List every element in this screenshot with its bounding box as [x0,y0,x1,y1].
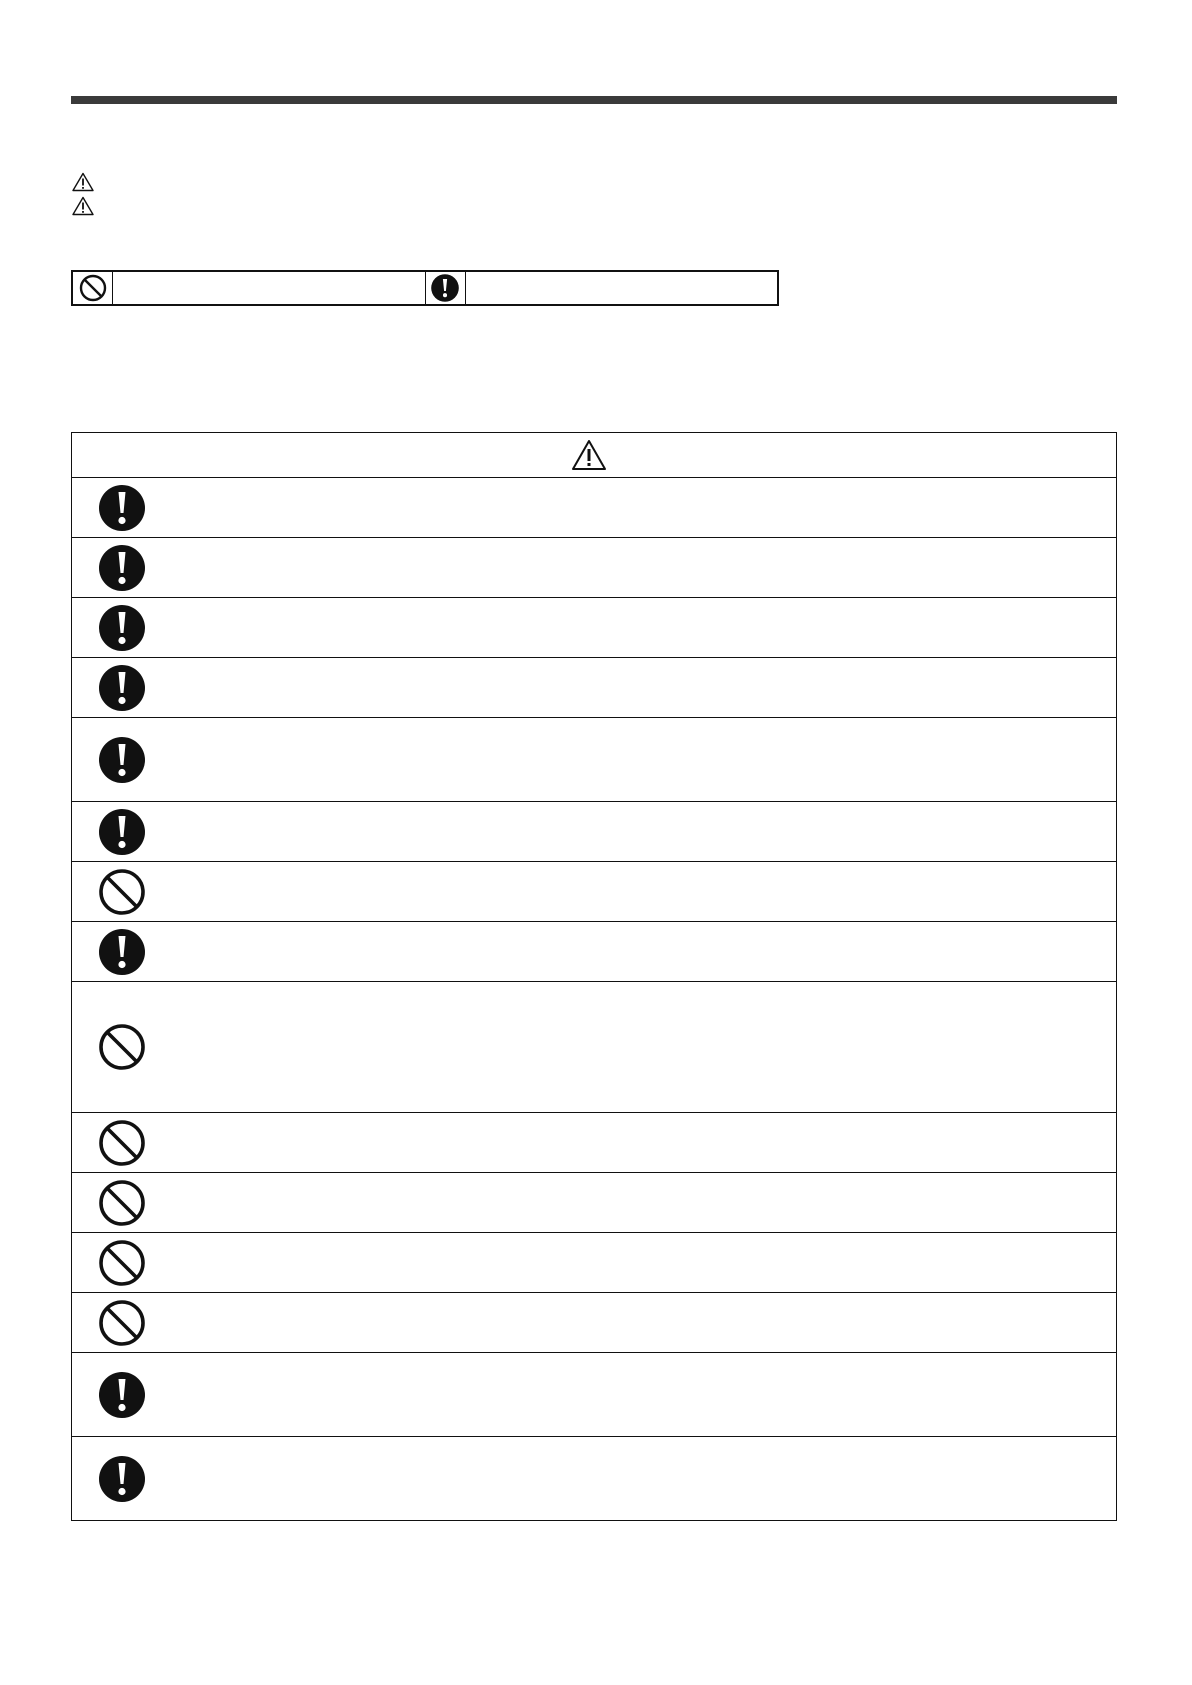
caution-row-text [172,1389,1116,1401]
prohibition-icon [97,1298,147,1348]
caution-row-icon-cell [72,867,172,917]
symbol-legend [71,270,779,306]
caution-row-icon-cell [72,927,172,977]
legend-icon-cell [73,272,113,304]
caution-row [72,1437,1116,1520]
legend-text [466,272,778,304]
caution-row-text [172,562,1116,574]
caution-table [71,432,1117,1521]
caution-row [72,1293,1116,1353]
prohibition-icon [97,1022,147,1072]
caution-row [72,1353,1116,1437]
caution-row [72,802,1116,862]
mandatory-action-icon [430,273,460,303]
prohibition-icon [97,1178,147,1228]
caution-row [72,598,1116,658]
caution-row-icon-cell [72,1022,172,1072]
caution-row [72,982,1116,1113]
caution-row [72,1173,1116,1233]
prohibition-icon [97,1118,147,1168]
warning-triangle-icon [72,196,94,216]
mandatory-action-icon [97,603,147,653]
caution-row-icon-cell [72,603,172,653]
caution-row-icon-cell [72,1238,172,1288]
caution-row-text [172,1137,1116,1149]
mandatory-action-icon [97,735,147,785]
caution-row-text [172,1317,1116,1329]
caution-row [72,658,1116,718]
caution-row-icon-cell [72,1370,172,1420]
caution-row-text [172,1257,1116,1269]
caution-row-text [172,886,1116,898]
mandatory-action-icon [97,807,147,857]
caution-row-text [172,946,1116,958]
mandatory-action-icon [97,663,147,713]
caution-row-icon-cell [72,1298,172,1348]
caution-row-icon-cell [72,1454,172,1504]
warning-triangle-icon [571,439,607,471]
legend-icon-cell [426,272,466,304]
legend-text [113,272,426,304]
mandatory-action-icon [97,1454,147,1504]
caution-row-text [172,1197,1116,1209]
caution-row-icon-cell [72,807,172,857]
caution-row-text [172,1041,1116,1053]
alert-line-2 [72,196,972,216]
caution-row-icon-cell [72,735,172,785]
alert-line-1 [72,172,972,192]
caution-row [72,862,1116,922]
warning-triangle-icon [72,172,94,192]
caution-row-text [172,682,1116,694]
caution-row [72,1233,1116,1293]
mandatory-action-icon [97,1370,147,1420]
caution-row [72,922,1116,982]
prohibition-icon [78,273,108,303]
prohibition-icon [97,1238,147,1288]
caution-table-header [72,433,1116,478]
caution-row-text [172,502,1116,514]
top-rule [71,96,1117,104]
caution-row-text [172,1473,1116,1485]
caution-row-text [172,754,1116,766]
caution-row-text [172,826,1116,838]
caution-row-icon-cell [72,1118,172,1168]
caution-row [72,1113,1116,1173]
caution-row-icon-cell [72,1178,172,1228]
mandatory-action-icon [97,927,147,977]
caution-row [72,478,1116,538]
caution-row-icon-cell [72,663,172,713]
caution-row-icon-cell [72,483,172,533]
caution-row [72,718,1116,802]
mandatory-action-icon [97,483,147,533]
mandatory-action-icon [97,543,147,593]
caution-row [72,538,1116,598]
caution-row-icon-cell [72,543,172,593]
caution-row-text [172,622,1116,634]
prohibition-icon [97,867,147,917]
